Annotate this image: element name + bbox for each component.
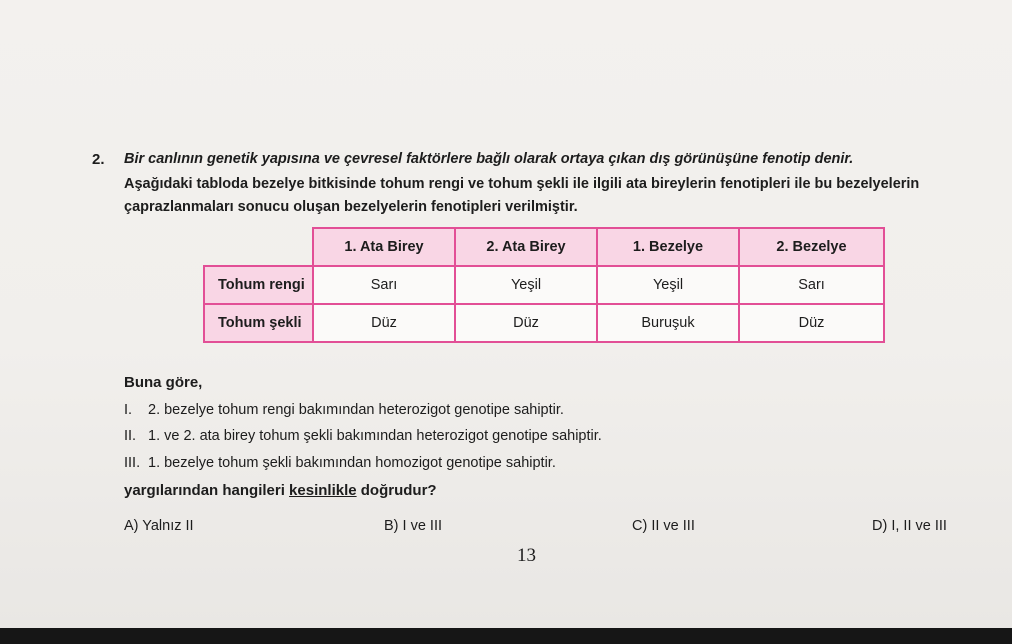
photo-bottom-edge	[0, 628, 1012, 644]
table-row	[204, 266, 884, 304]
prompt-text-end: doğrudur?	[356, 482, 437, 499]
prompt-text: yargılarından hangileri	[124, 482, 290, 499]
table-header-cell: 1. Bezelye	[597, 228, 739, 266]
table-cell: Sarı	[739, 266, 884, 304]
question-prompt	[124, 482, 437, 499]
answer-option-c[interactable]: C) II ve III	[632, 518, 695, 534]
question-intro: Aşağıdaki tabloda bezelye bitkisinde tohum rengi ve tohum şekli ile ilgili ata bireylerin fenotipleri ile bu bezelyelerin çaprazlanmaları sonucu oluşan bezelyelerin fenotipleri verilmiştir.	[124, 176, 920, 215]
table-header-cell: 2. Ata Birey	[455, 228, 597, 266]
according-label: Buna göre,	[124, 374, 203, 391]
table-cell: Yeşil	[455, 266, 597, 304]
answer-option-a[interactable]: A) Yalnız II	[124, 518, 194, 534]
question-stem: Bir canlının genetik yapısına ve çevresel faktörlere bağlı olarak ortaya çıkan dış görünüşüne fenotip denir.	[124, 151, 854, 167]
statement-text: 1. ve 2. ata birey tohum şekli bakımından heterozigot genotipe sahiptir.	[148, 428, 602, 444]
statement-numeral: II.	[124, 428, 137, 444]
table-header-cell: 1. Ata Birey	[313, 228, 455, 266]
prompt-emphasis: kesinlikle	[289, 482, 357, 499]
statement-numeral: III.	[124, 455, 141, 471]
table-row	[204, 304, 884, 342]
statement-numeral: I.	[124, 402, 133, 418]
question-number: 2.	[92, 151, 105, 168]
statement-item	[124, 402, 564, 418]
table-cell: Yeşil	[597, 266, 739, 304]
answer-option-b[interactable]: B) I ve III	[384, 518, 443, 534]
table-header-cell: 2. Bezelye	[739, 228, 884, 266]
page-number: 13	[517, 545, 536, 566]
phenotype-table	[203, 227, 885, 343]
table-cell: Düz	[455, 304, 597, 342]
statement-text: 2. bezelye tohum rengi bakımından heterozigot genotipe sahiptir.	[148, 402, 564, 418]
answer-option-d[interactable]: D) I, II ve III	[872, 518, 947, 534]
table-cell: Düz	[739, 304, 884, 342]
table-cell: Düz	[313, 304, 455, 342]
row-label-seed-color: Tohum rengi	[204, 266, 313, 304]
statement-item	[124, 455, 556, 471]
statement-item	[124, 428, 602, 444]
statement-text: 1. bezelye tohum şekli bakımından homozigot genotipe sahiptir.	[148, 455, 556, 471]
table-cell: Buruşuk	[597, 304, 739, 342]
table-header-row	[204, 228, 884, 266]
table-corner-cell	[204, 228, 313, 266]
row-label-seed-shape: Tohum şekli	[204, 304, 313, 342]
table-cell: Sarı	[313, 266, 455, 304]
